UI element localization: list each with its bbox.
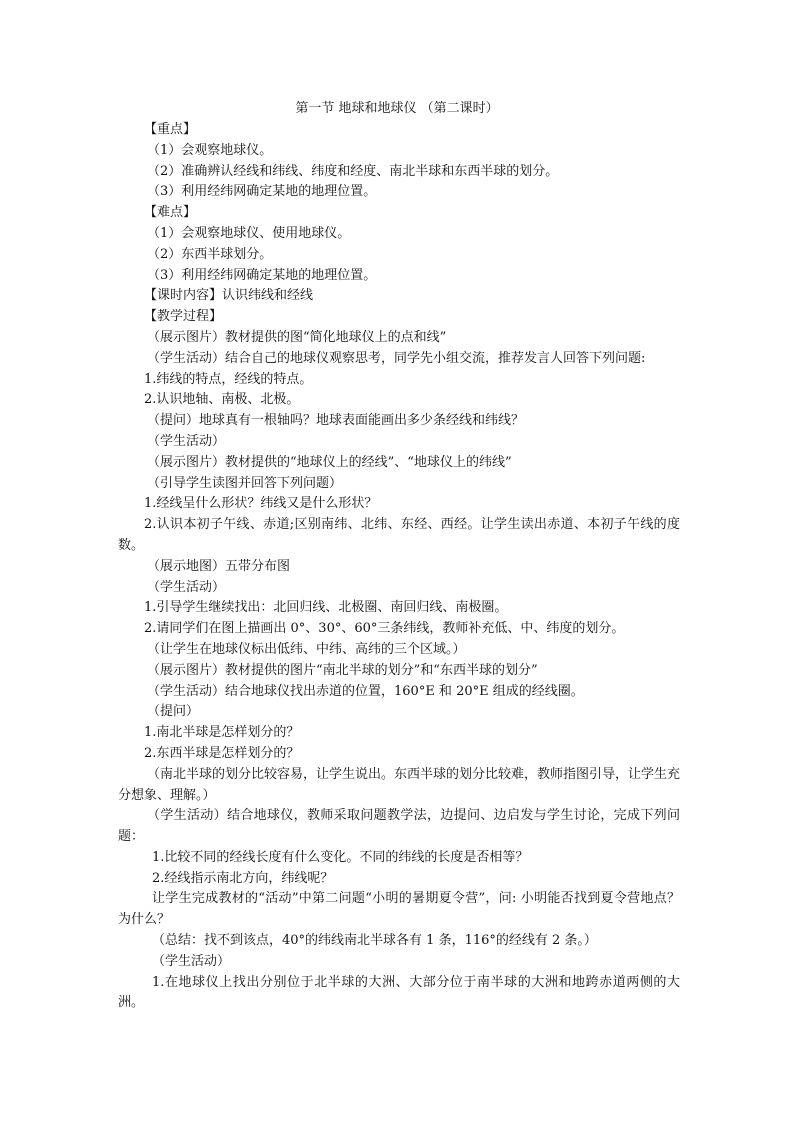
paragraph-line: （2）准确辨认经线和纬线、纬度和经度、南北半球和东西半球的划分。 bbox=[147, 163, 559, 179]
paragraph-line: （提问）地球真有一根轴吗？地球表面能画出多少条经线和纬线？ bbox=[147, 413, 525, 429]
paragraph-line: （展示图片）教材提供的图片“南北半球的划分”和“东西半球的划分” bbox=[147, 662, 538, 678]
paragraph-line: 2.经线指示南北方向，纬线呢？ bbox=[152, 870, 334, 886]
paragraph-line: 1.引导学生继续找出：北回归线、北极圈、南回归线、南极圈。 bbox=[144, 600, 508, 616]
paragraph-line: 1.纬线的特点，经线的特点。 bbox=[144, 371, 313, 387]
paragraph-line: （展示图片）教材提供的图“简化地球仪上的点和线” bbox=[147, 329, 447, 345]
paragraph-line: 2.请同学们在图上描画出 0°、30°、60°三条纬线，教师补充低、中、纬度的划分。 bbox=[144, 621, 625, 637]
paragraph-line: （学生活动）结合地球仪，教师采取问题教学法，边提问、边启发与学生讨论，完成下列问题： bbox=[118, 808, 680, 845]
paragraph-line: 1.南北半球是怎样划分的？ bbox=[144, 725, 300, 741]
paragraph-line: （学生活动） bbox=[152, 953, 231, 969]
paragraph-line: （学生活动）结合自己的地球仪观察思考，同学先小组交流，推荐发言人回答下列问题: bbox=[147, 350, 646, 366]
paragraph-line: 【教学过程】 bbox=[144, 309, 223, 325]
paragraph-line: （提问） bbox=[147, 704, 200, 720]
paragraph-line: 2.认识地轴、南极、北极。 bbox=[144, 392, 300, 408]
paragraph-line: 【重点】 bbox=[144, 122, 197, 137]
paragraph-line: （3）利用经纬网确定某地的地理位置。 bbox=[147, 184, 377, 200]
paragraph-line: （学生活动） bbox=[147, 579, 226, 595]
paragraph-line: 2.东西半球是怎样划分的？ bbox=[144, 745, 300, 761]
paragraph-line: 1.经线呈什么形状？纬线又是什么形状？ bbox=[144, 496, 378, 512]
paragraph-line: （展示图片）教材提供的“地球仪上的经线”、“地球仪上的纬线” bbox=[147, 454, 512, 470]
paragraph-line: 让学生完成教材的“活动”中第二问题“小明的暑期夏令营”，问: 小明能否找到夏令营地点？为什么？ bbox=[118, 891, 680, 928]
paragraph-line: （1）会观察地球仪、使用地球仪。 bbox=[147, 225, 351, 241]
paragraph-line: （学生活动） bbox=[147, 433, 226, 449]
paragraph-line: （让学生在地球仪标出低纬、中纬、高纬的三个区域。） bbox=[147, 641, 466, 657]
paragraph-line: 1.比较不同的经线长度有什么变化。不同的纬线的长度是否相等？ bbox=[152, 849, 529, 865]
document-title: 第一节 地球和地球仪 （第二课时） bbox=[295, 101, 499, 116]
paragraph-line: （总结：找不到该点，40°的纬线南北半球各有 1 条，116°的经线有 2 条。） bbox=[152, 933, 597, 949]
paragraph-line: 【课时内容】认识纬线和经线 bbox=[144, 288, 314, 304]
document-body bbox=[118, 120, 680, 1014]
paragraph-line: （3）利用经纬网确定某地的地理位置。 bbox=[147, 267, 377, 283]
paragraph-line: 2.认识本初子午线、赤道;区别南纬、北纬、东经、西经。让学生读出赤道、本初子午线的度数。 bbox=[118, 517, 680, 553]
paragraph-line: （展示地图）五带分布图 bbox=[147, 558, 291, 574]
paragraph-line: （1）会观察地球仪。 bbox=[147, 142, 273, 158]
paragraph-line: 1.在地球仪上找出分别位于北半球的大洲、大部分位于南半球的大洲和地跨赤道两侧的大洲。 bbox=[118, 974, 680, 1011]
paragraph-line: （南北半球的划分比较容易，让学生说出。东西半球的划分比较难，教师指图引导，让学生充分想象、理解。） bbox=[118, 766, 681, 803]
paragraph-line: （引导学生读图并回答下列问题） bbox=[147, 475, 343, 491]
paragraph-line: 【难点】 bbox=[144, 205, 197, 221]
paragraph-line: （2）东西半球划分。 bbox=[147, 246, 273, 262]
paragraph-line: （学生活动）结合地球仪找出赤道的位置，160°E 和 20°E 组成的经线圈。 bbox=[147, 683, 584, 699]
